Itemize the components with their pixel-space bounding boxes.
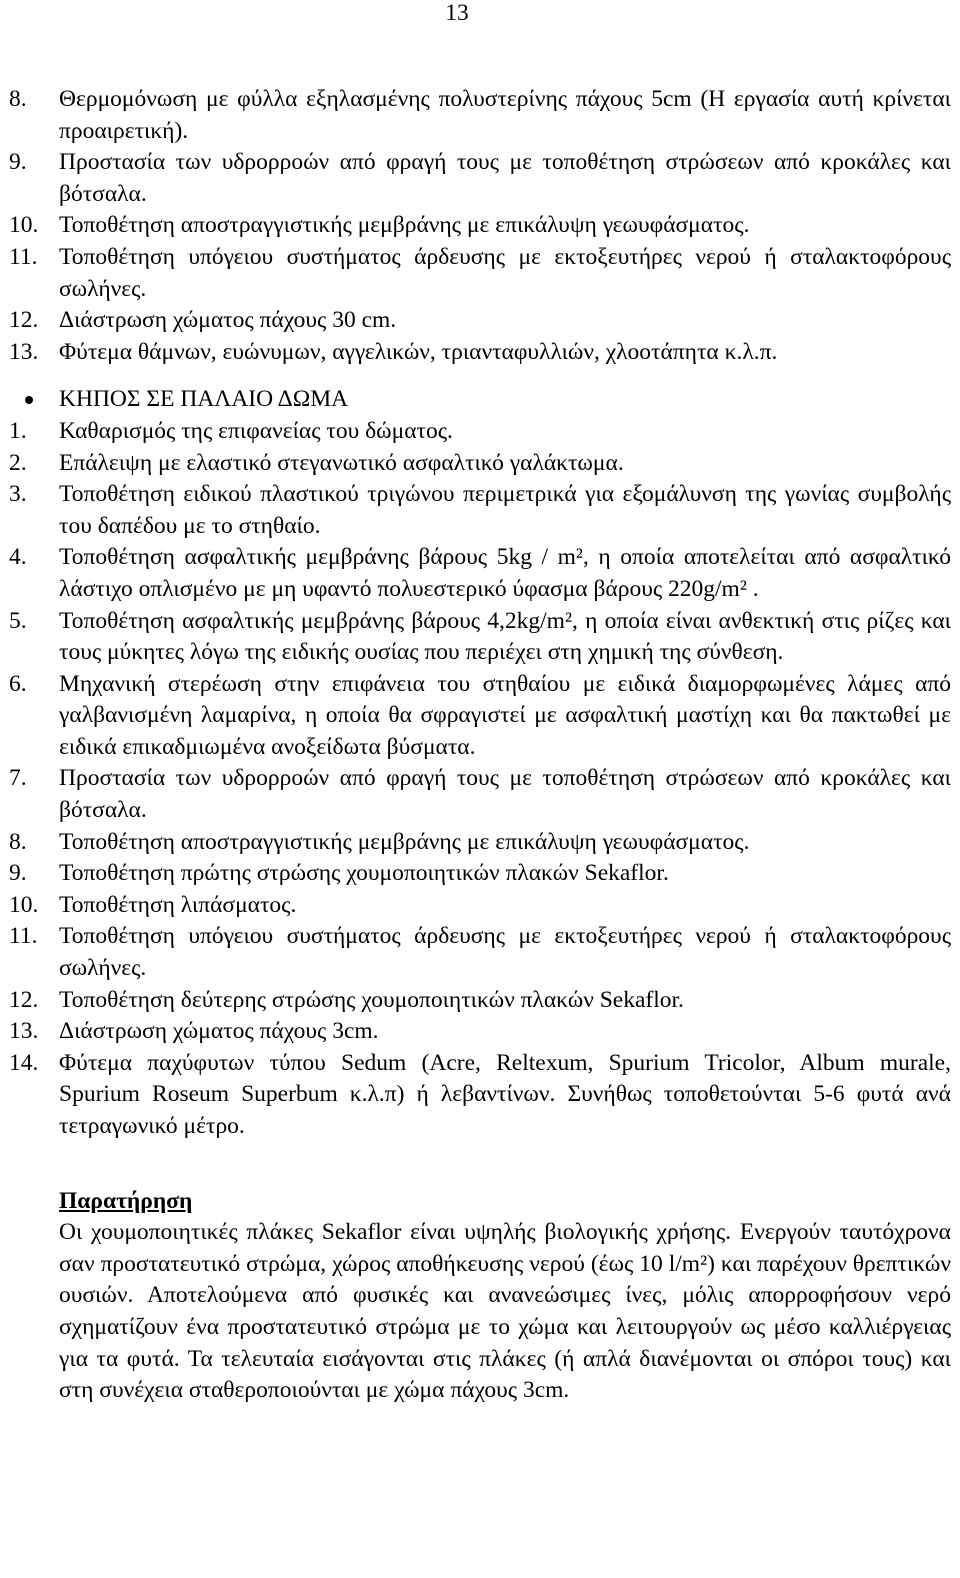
list-item [9,84,951,147]
list-item-number: 9. [9,860,27,887]
list-item [9,890,951,922]
section-heading-text: ΚΗΠΟΣ ΣΕ ΠΑΛΑΙΟ ΔΩΜΑ [59,386,349,413]
list-item-number: 4. [9,544,27,571]
list-item-text: Φύτεμα παχύφυτων τύπου Sedum (Acre, Reltexum, Spurium Tricolor, Album murale, Spurium Roseum Superbum κ.λ.π) ή λεβαντίνων. Συνήθως τοποθετούνται 5-6 φυτά ανά τετραγωνικό μέτρο. [59,1049,951,1139]
list-item-text: Προστασία των υδρορροών από φραγή τους με τοποθέτηση στρώσεων από κροκάλες και βότσαλα. [59,765,951,824]
note-title: Παρατήρηση [59,1187,193,1214]
list-item-text: Διάστρωση χώματος πάχους 30 cm. [59,307,397,334]
list-item [9,606,951,669]
list-item [9,448,951,480]
list-item-number: 8. [9,828,27,855]
list-item-number: 13. [9,338,39,365]
note-section [9,1186,951,1407]
list-item-number: 2. [9,449,27,476]
list-item-number: 1. [9,417,27,444]
list-item-number: 8. [9,86,27,112]
list-item [9,858,951,890]
list-item [9,669,951,764]
list-item-number: 12. [9,307,39,334]
note-paragraph: Οι χουμοποιητικές πλάκες Sekaflor είναι υψηλής βιολογικής χρήσης. Ενεργούν ταυτόχρονα σαν προστατευτικό στρώμα, χώρος αποθήκευσης νερού (έως 10 l/m²) και παρέχουν θρεπτικών ουσιών. Αποτελούμενα από φυσικές και ανανεώσιμες ίνες, μόλις απορροφήσουν νερό σχηματίζουν ένα προστατευτικό στρώμα με το χώμα και λειτουργούν ως μέσο καλλιέργειας για τα φυτά. Τα τελευταία εισάγονται στις πλάκες (ή απλά διανέμονται οι σπόροι τους) και στη συνέχεια σταθεροποιούνται με χώμα πάχους 3cm. [59,1219,951,1404]
list-item-text: Τοποθέτηση δεύτερης στρώσης χουμοποιητικών πλακών Sekaflor. [59,986,684,1013]
list-item-number: 3. [9,481,27,508]
list-item-text: Διάστρωση χώματος πάχους 3cm. [59,1018,379,1045]
list-item-number: 12. [9,986,39,1013]
list-item [9,921,951,984]
list-item-text: Τοποθέτηση πρώτης στρώσης χουμοποιητικών πλακών Sekaflor. [59,860,669,887]
list-item-number: 5. [9,607,27,634]
list-item-number: 9. [9,149,27,176]
list-item-text: Τοποθέτηση ασφαλτικής μεμβράνης βάρους 4,2kg/m², η οποία είναι ανθεκτική στις ρίζες και τους μύκητες λόγω της ειδικής ουσίας που περιέχει στη χημική της σύνθεση. [59,607,951,666]
list-item [9,305,951,337]
list-item-text: Θερμομόνωση με φύλλα εξηλασμένης πολυστερίνης πάχους 5cm (Η εργασία αυτή κρίνεται προαιρετική). [59,86,951,144]
list-item-text: Τοποθέτηση λιπάσματος. [59,891,297,918]
construction-steps-list [9,84,951,368]
bullet-icon [25,396,33,404]
list-item-number: 11. [9,243,38,270]
list-item [9,479,951,542]
list-item-number: 10. [9,212,39,239]
list-item [9,1016,951,1048]
list-item [9,763,951,826]
list-item-text: Προστασία των υδρορροών από φραγή τους με τοποθέτηση στρώσεων από κροκάλες και βότσαλα. [59,149,951,207]
list-item-text: Φύτεμα θάμνων, ευώνυμων, αγγελικών, τριανταφυλλιών, χλοοτάπητα κ.λ.π. [59,338,778,365]
list-item-text: Μηχανική στερέωση στην επιφάνεια του στηθαίου με ειδικά διαμορφωμένες λάμες από γαλβανισμένη λαμαρίνα, η οποία θα σφραγιστεί με ασφαλτική μαστίχη και θα πακτωθεί με ειδικά επικαδμιωμένα ανοξείδωτα βύσματα. [59,670,951,760]
list-item-text: Τοποθέτηση ειδικού πλαστικού τριγώνου περιμετρικά για εξομάλυνση της γωνίας συμβολής του δαπέδου με το στηθαίο. [59,481,951,539]
document-body [9,84,951,1407]
list-item [9,827,951,859]
list-item [9,416,951,448]
list-item-number: 7. [9,765,27,792]
list-item [9,242,951,305]
list-item [9,985,951,1017]
list-item-text: Τοποθέτηση αποστραγγιστικής μεμβράνης με επικάλυψη γεωυφάσματος. [59,212,750,239]
list-item [9,337,951,369]
list-item [9,147,951,210]
list-item-text: Τοποθέτηση αποστραγγιστικής μεμβράνης με επικάλυψη γεωυφάσματος. [59,828,750,855]
list-item-number: 10. [9,891,39,918]
list-item [9,210,951,242]
list-item [9,542,951,605]
list-item-text: Καθαρισμός της επιφανείας του δώματος. [59,417,453,444]
list-item-number: 6. [9,670,27,697]
section-heading [9,384,951,416]
old-roof-garden-steps-list [9,416,951,1143]
list-item-number: 13. [9,1018,39,1045]
page-number: 13 [445,0,469,26]
list-item-number: 14. [9,1049,39,1076]
spacer [9,368,951,382]
list-item-text: Τοποθέτηση υπόγειου συστήματος άρδευσης με εκτοξευτήρες νερού ή σταλακτοφόρους σωλήνες. [59,923,951,982]
list-item-text: Τοποθέτηση ασφαλτικής μεμβράνης βάρους 5kg / m², η οποία αποτελείται από ασφαλτικό λάστιχο οπλισμένο με μη υφαντό πολυεστερικό ύφασμα βάρους 220g/m² . [59,544,951,602]
list-item-number: 11. [9,923,38,950]
list-item [9,1048,951,1143]
list-item-text: Επάλειψη με ελαστικό στεγανωτικό ασφαλτικό γαλάκτωμα. [59,449,624,476]
list-item-text: Τοποθέτηση υπόγειου συστήματος άρδευσης με εκτοξευτήρες νερού ή σταλακτοφόρους σωλήνες. [59,243,951,302]
